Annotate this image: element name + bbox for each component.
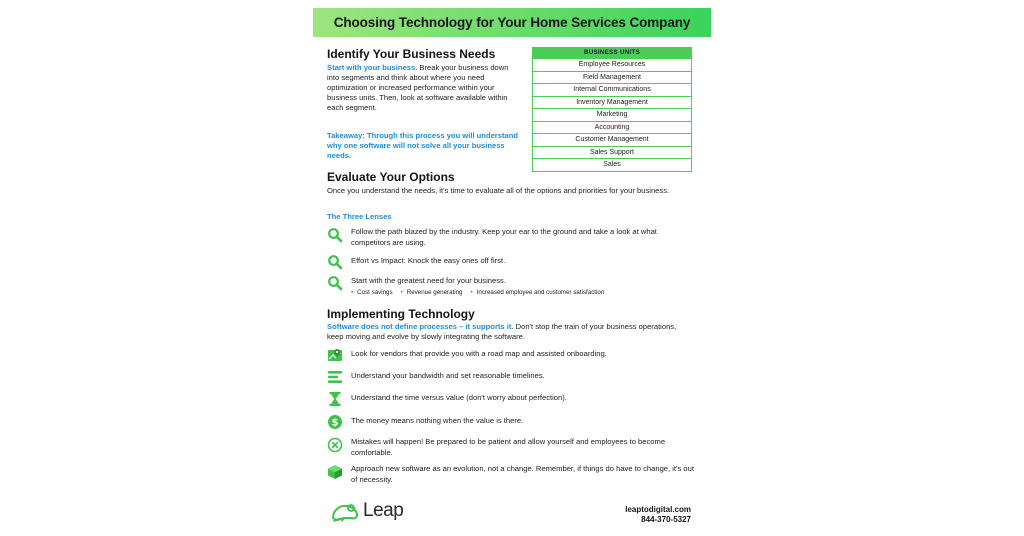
evaluate-body: Once you understand the needs, it's time to evaluate all of the options and priorities for your business. bbox=[327, 186, 670, 195]
x-circle-icon bbox=[327, 437, 351, 458]
implementing-item bbox=[327, 414, 697, 435]
page-title: Choosing Technology for Your Home Services Company bbox=[333, 15, 691, 30]
implementing-item bbox=[327, 347, 697, 368]
website-link[interactable]: leaptodigital.com bbox=[625, 505, 691, 514]
phone-number: 844-370-5327 bbox=[641, 515, 691, 524]
map-pin-icon bbox=[327, 347, 351, 368]
business-unit-row: Inventory Management bbox=[533, 96, 691, 109]
bullet-item: • Revenue generating bbox=[401, 289, 463, 296]
implementing-item bbox=[327, 369, 697, 390]
identify-takeaway: Takeaway: Through this process you will understand why one software will not solve all your business needs. bbox=[327, 131, 519, 160]
implementing-lead: Software does not define processes – it supports it. bbox=[327, 322, 514, 331]
lens-text: Effort vs Impact: Knock the easy ones off first. bbox=[351, 256, 506, 265]
implementing-text: Understand the time versus value (don't worry about perfection). bbox=[351, 393, 567, 402]
implementing-text: Mistakes will happen! Be prepared to be patient and allow yourself and employees to become comfortable. bbox=[351, 437, 666, 457]
business-unit-row: Sales bbox=[533, 158, 691, 171]
implementing-item bbox=[327, 464, 697, 485]
business-unit-row: Field Management bbox=[533, 71, 691, 84]
business-units-table bbox=[532, 47, 692, 172]
cube-icon bbox=[327, 464, 351, 485]
business-unit-row: Employee Resources bbox=[533, 58, 691, 71]
svg-text:$: $ bbox=[331, 417, 339, 429]
magnifier-icon bbox=[327, 227, 351, 248]
bullet-item: • Cost savings bbox=[351, 289, 393, 296]
contact-info bbox=[625, 505, 691, 525]
magnifier-icon bbox=[327, 275, 351, 296]
evaluate-heading: Evaluate Your Options bbox=[327, 170, 455, 184]
business-unit-row: Sales Support bbox=[533, 146, 691, 159]
hourglass-icon bbox=[327, 391, 351, 412]
lens-text: Start with the greatest need for your business. bbox=[351, 276, 506, 285]
identify-lead: Start with your business. bbox=[327, 63, 418, 72]
magnifier-icon bbox=[327, 254, 351, 275]
business-unit-row: Customer Management bbox=[533, 133, 691, 146]
list-lines-icon bbox=[327, 369, 351, 390]
implementing-body bbox=[327, 322, 687, 342]
identify-body bbox=[327, 63, 522, 113]
lens-item bbox=[327, 254, 697, 275]
business-unit-row: Marketing bbox=[533, 108, 691, 121]
implementing-text: Look for vendors that provide you with a road map and assisted onboarding. bbox=[351, 349, 607, 358]
business-unit-row: Accounting bbox=[533, 121, 691, 134]
implementing-text: Approach new software as an evolution, not a change. Remember, if things do have to change, it's out of necessity. bbox=[351, 464, 694, 484]
bullet-item: • Increased employee and customer satisfaction bbox=[471, 289, 605, 296]
identify-heading: Identify Your Business Needs bbox=[327, 47, 496, 61]
infographic-page bbox=[313, 0, 711, 536]
lens-text: Follow the path blazed by the industry. Keep your ear to the ground and take a look at what competitors are using. bbox=[351, 227, 657, 247]
implementing-text: Don't stop the train of your business operations, keep moving and evolve by slowly integrating the software. bbox=[327, 322, 677, 341]
lenses-title: The Three Lenses bbox=[327, 212, 392, 221]
identify-text: Break your business down into segments and think about where you need optimization or increased performance within your business units. Then, look at software available within each segment. bbox=[327, 63, 509, 112]
money-icon bbox=[327, 414, 351, 435]
implementing-item bbox=[327, 391, 697, 412]
frog-icon bbox=[330, 500, 360, 522]
implementing-text: The money means nothing when the value is there. bbox=[351, 416, 524, 425]
implementing-heading: Implementing Technology bbox=[327, 307, 475, 321]
implementing-item bbox=[327, 437, 697, 458]
business-units-header: BUSINESS UNITS bbox=[533, 48, 691, 58]
implementing-text: Understand your bandwidth and set reasonable timelines. bbox=[351, 371, 545, 380]
title-banner bbox=[313, 8, 711, 37]
lens-bullets bbox=[351, 289, 604, 296]
business-unit-row: Internal Communications bbox=[533, 83, 691, 96]
lens-item bbox=[327, 275, 697, 296]
brand-name: Leap bbox=[363, 500, 404, 521]
leap-logo bbox=[330, 500, 403, 522]
lens-item bbox=[327, 227, 697, 248]
